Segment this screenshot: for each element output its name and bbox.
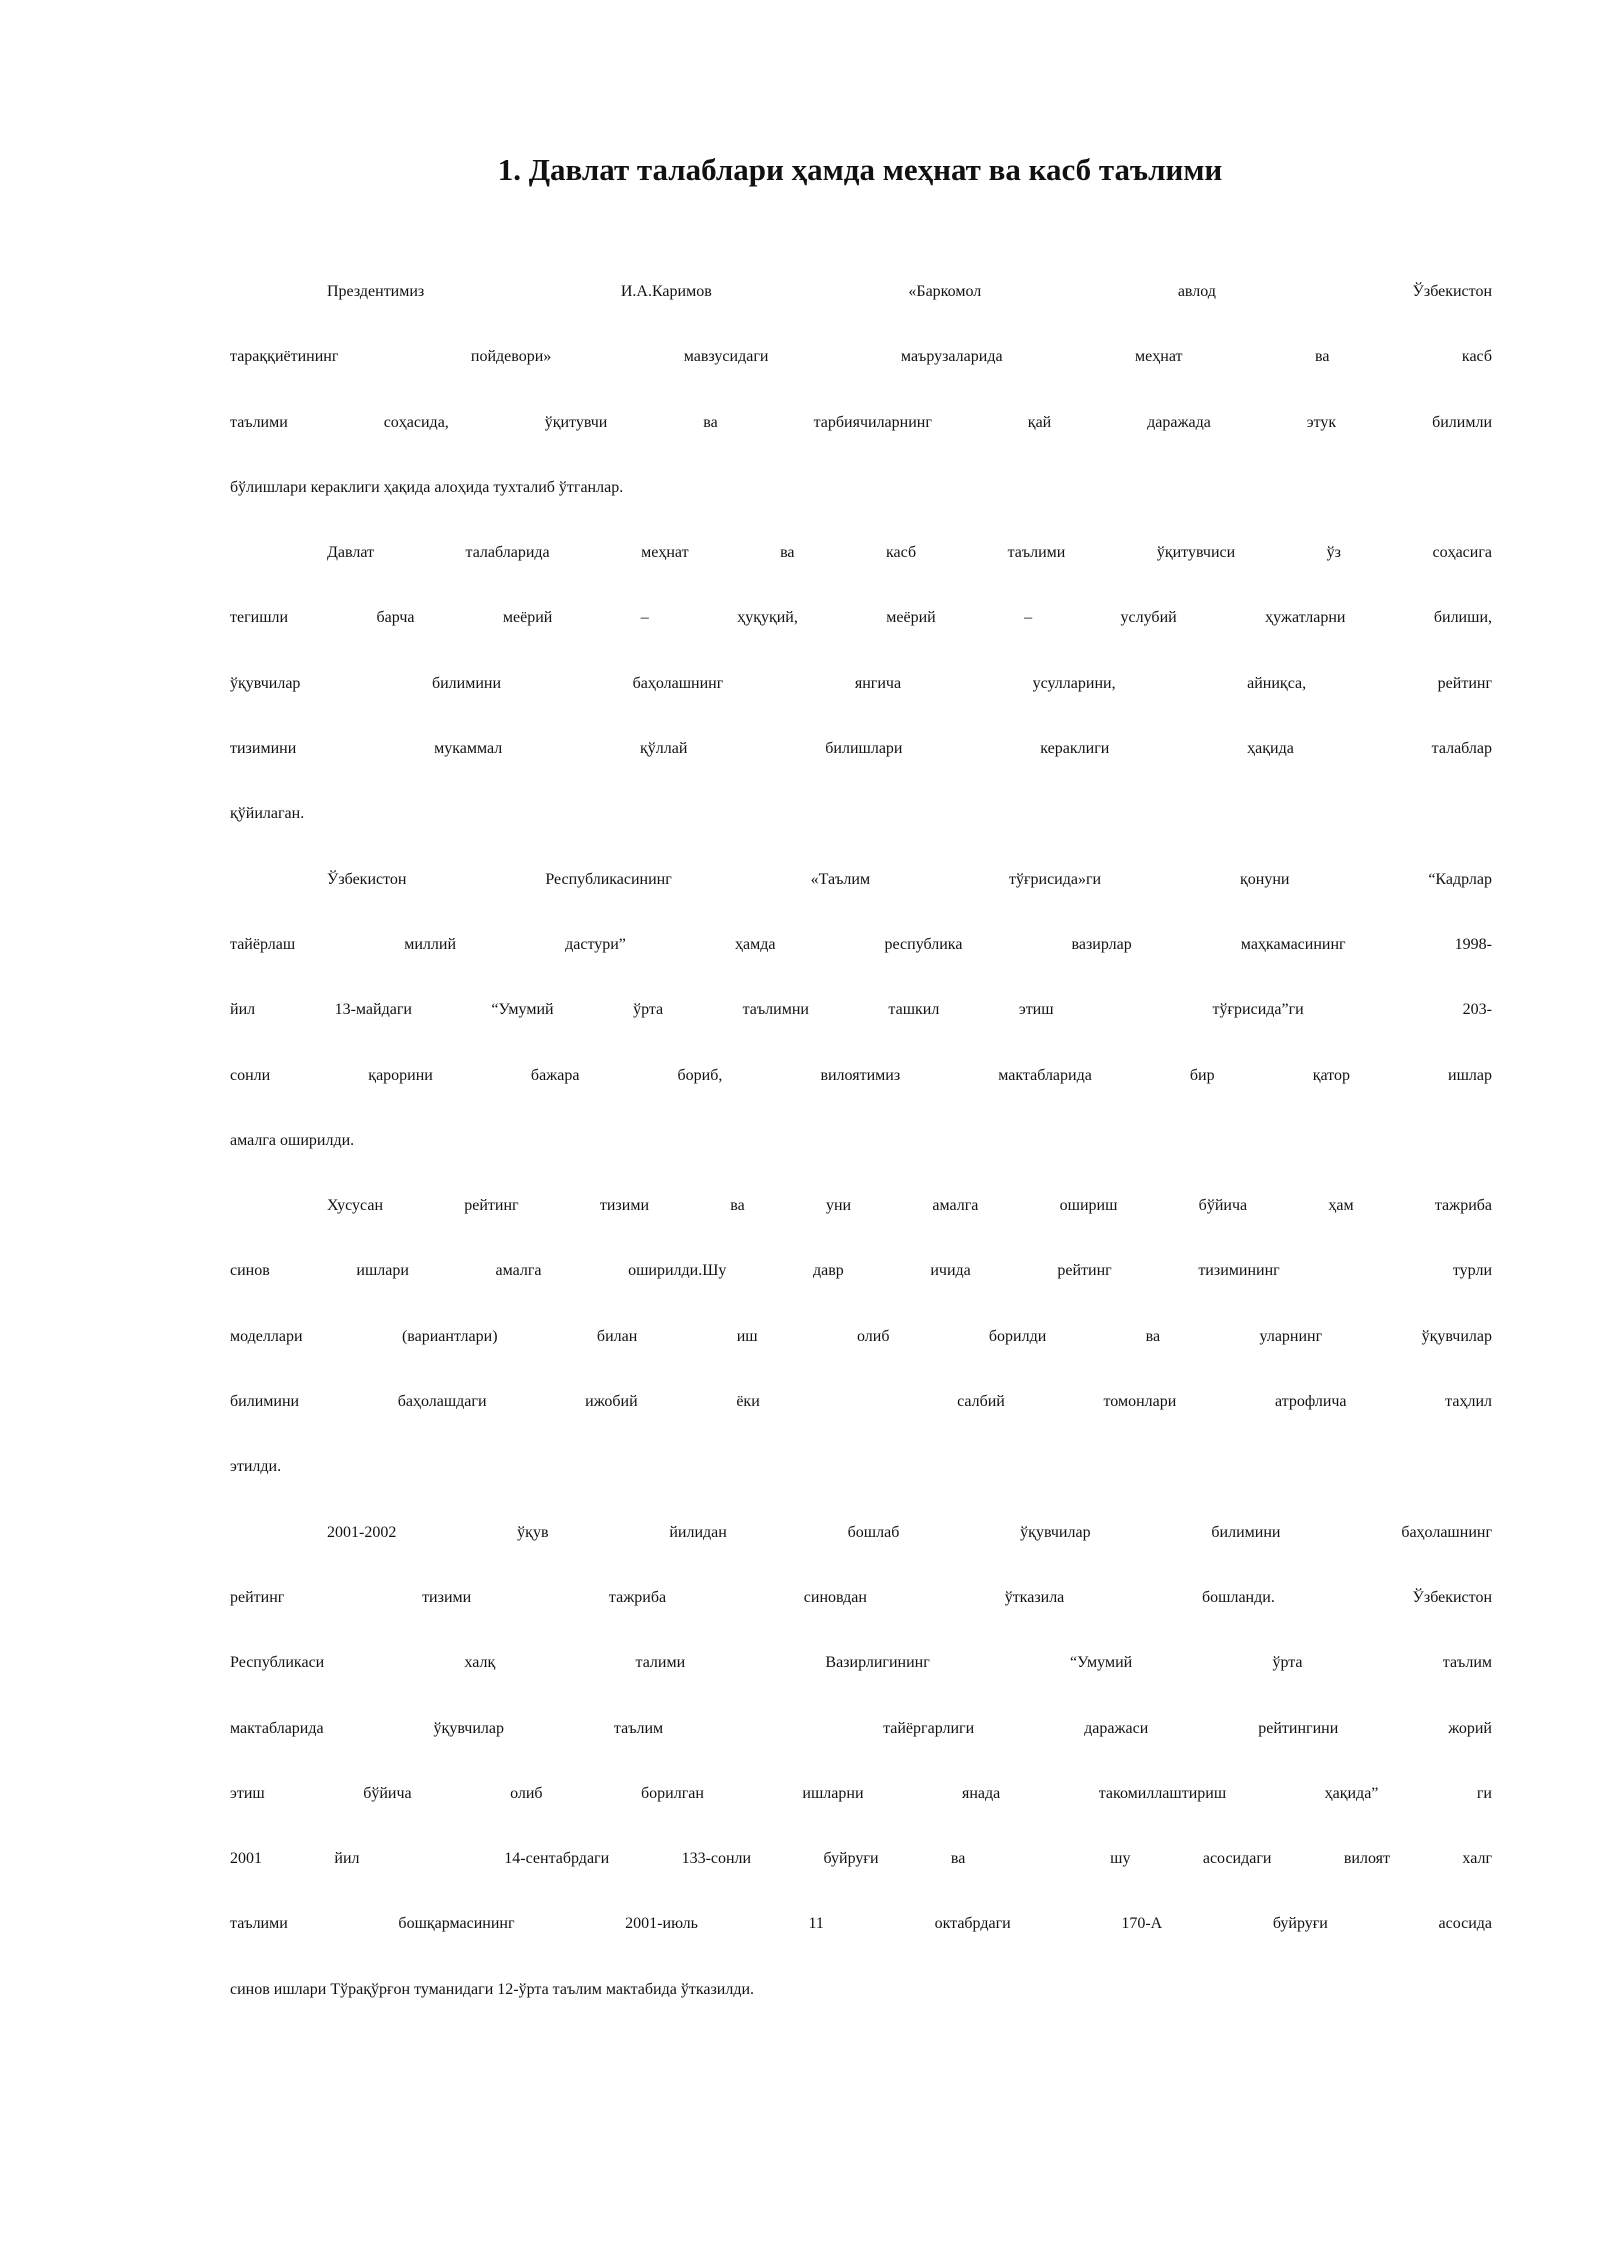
paragraph-line: синов ишлари амалга оширилди.Шу давр ичида рейтинг тизимининг турли (230, 1262, 1492, 1280)
paragraph-line: 2001-2002 ўқув йилидан бошлаб ўқувчилар билимини баҳолашнинг (327, 1523, 1492, 1541)
paragraph (230, 1524, 1492, 2046)
paragraph-line: билимини баҳолашдаги ижобий ёки салбий томонлари атрофлича таҳлил (230, 1393, 1492, 1411)
paragraph-line: Хусусан рейтинг тизими ва уни амалга ошириш бўйича ҳам тажриба (327, 1197, 1492, 1215)
paragraph (230, 1197, 1492, 1523)
paragraph-line: таълими бошқармасининг 2001-июль 11 октабрдаги 170-А буйруғи асосида (230, 1915, 1492, 1933)
paragraph-line: Ўзбекистон Республикасининг «Таълим тўғрисида»ги қонуни “Кадрлар (327, 870, 1492, 888)
paragraph-line: тегишли барча меёрий – ҳуқуқий, меёрий – услубий ҳужатларни билиши, (230, 609, 1492, 627)
document-body (230, 283, 1492, 2046)
paragraph-line: мактабларида ўқувчилар таълим тайёргарлиги даражаси рейтингини жорий (230, 1719, 1492, 1737)
paragraph-line: бўлишлари кераклиги ҳақида алоҳида тухталиб ўтганлар. (230, 478, 624, 496)
paragraph-line: 2001 йил 14-сентабрдаги 133-сонли буйруғи ва шу асосидаги вилоят халг (230, 1850, 1492, 1868)
paragraph-line: этиш бўйича олиб борилган ишларни янада такомиллаштириш ҳақида” ги (230, 1784, 1492, 1802)
paragraph-line: Республикаси халқ талими Вазирлигининг “Умумий ўрта таълим (230, 1654, 1492, 1672)
paragraph-line: тайёрлаш миллий дастури” ҳамда республика вазирлар маҳкамасининг 1998- (230, 935, 1492, 953)
paragraph-line: моделлари (вариантлари) билан иш олиб борилди ва уларнинг ўқувчилар (230, 1327, 1492, 1345)
paragraph-line: қўйилаган. (230, 805, 305, 823)
paragraph-line: амалга оширилди. (230, 1131, 355, 1149)
paragraph-line: Прездентимиз И.А.Каримов «Баркомол авлод Ўзбекистон (327, 283, 1492, 300)
paragraph-line: сонли қарорини бажара бориб, вилоятимиз мактабларида бир қатор ишлар (230, 1066, 1492, 1084)
paragraph-line: тараққиётининг пойдевори» мавзусидаги маърузаларида меҳнат ва касб (230, 348, 1492, 366)
paragraph (230, 544, 1492, 870)
paragraph-line: этилди. (230, 1458, 282, 1476)
paragraph-line: Давлат талабларида меҳнат ва касб таълими ўқитувчиси ўз соҳасига (327, 544, 1492, 562)
paragraph (230, 871, 1492, 1197)
paragraph-line: таълими соҳасида, ўқитувчи ва тарбиячиларнинг қай даражада этук билимли (230, 413, 1492, 431)
paragraph (230, 283, 1492, 544)
document-heading: 1. Давлат талаблари ҳамда меҳнат ва касб таълими (497, 152, 1223, 187)
paragraph-line: ўқувчилар билимини баҳолашнинг янгича усулларини, айниқса, рейтинг (230, 674, 1492, 692)
paragraph-line: йил 13-майдаги “Умумий ўрта таълимни ташкил этиш тўғрисида”ги 203- (230, 1001, 1492, 1019)
paragraph-line: рейтинг тизими тажриба синовдан ўтказила бошланди. Ўзбекистон (230, 1588, 1492, 1606)
paragraph-line: синов ишлари Тўрақўрғон туманидаги 12-ўрта таълим мактабида ўтказилди. (230, 1980, 755, 1998)
paragraph-line: тизимини мукаммал қўллай билишлари кераклиги ҳақида талаблар (230, 740, 1492, 758)
